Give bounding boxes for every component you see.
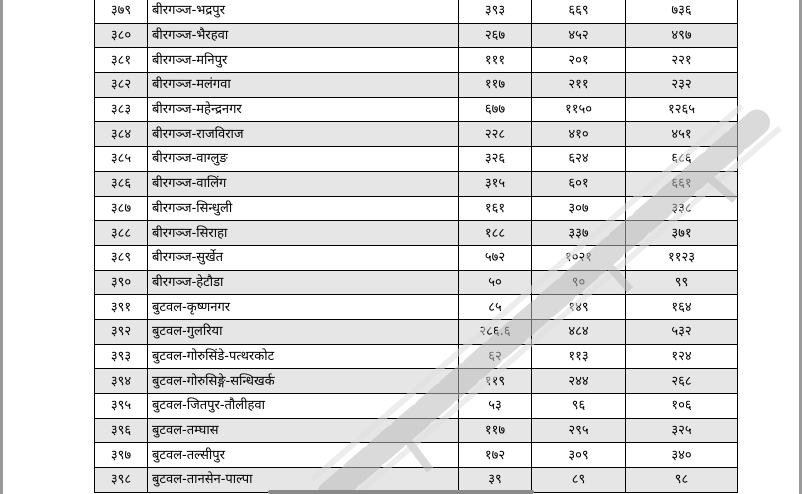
row-number-cell: ३८५ [95, 147, 148, 172]
table-row [95, 23, 738, 48]
fare-value-3-cell: ९८ [626, 468, 738, 493]
table-row [95, 171, 738, 196]
fare-value-3-cell: ३३८ [626, 196, 738, 221]
table-row [95, 48, 738, 73]
route-name-cell: बुटवल-गोरुसिंडे-पत्थरकोट [148, 344, 459, 369]
route-name-cell: बीरगञ्ज-मनिपुर [148, 48, 459, 73]
route-name-cell: बीरगञ्ज-राजविराज [148, 122, 459, 147]
row-number-cell: ३९० [95, 270, 148, 295]
fare-value-3-cell: ९९ [626, 270, 738, 295]
fare-value-2-cell: २९५ [532, 418, 626, 443]
fare-value-3-cell: १२६५ [626, 97, 738, 122]
fare-value-1-cell: ११७ [459, 418, 532, 443]
fare-value-1-cell: ३९ [459, 468, 532, 493]
table-row [95, 147, 738, 172]
table-row [95, 468, 738, 493]
table-row [95, 245, 738, 270]
fare-value-2-cell: ६६९ [532, 0, 626, 23]
route-name-cell: बीरगञ्ज-भैरहवा [148, 23, 459, 48]
table-row [95, 319, 738, 344]
fare-table [94, 0, 738, 493]
fare-value-3-cell: २६८ [626, 369, 738, 394]
fare-value-3-cell: ४९७ [626, 23, 738, 48]
route-name-cell: बीरगञ्ज-सुर्खेत [148, 245, 459, 270]
row-number-cell: ३९६ [95, 418, 148, 443]
row-number-cell: ३९८ [95, 468, 148, 493]
table-row [95, 418, 738, 443]
row-number-cell: ३८९ [95, 245, 148, 270]
fare-value-3-cell: ३२५ [626, 418, 738, 443]
row-number-cell: ३९२ [95, 319, 148, 344]
fare-value-2-cell: ३०७ [532, 196, 626, 221]
route-name-cell: बुटवल-तानसेन-पाल्पा [148, 468, 459, 493]
table-row [95, 122, 738, 147]
fare-value-2-cell: ११५० [532, 97, 626, 122]
fare-value-2-cell: ८९ [532, 468, 626, 493]
fare-value-2-cell: ४१० [532, 122, 626, 147]
fare-value-1-cell: ६२ [459, 344, 532, 369]
fare-value-3-cell: ६६१ [626, 171, 738, 196]
row-number-cell: ३८२ [95, 73, 148, 98]
fare-value-3-cell: २३२ [626, 73, 738, 98]
route-name-cell: बीरगञ्ज-वाग्लुङ [148, 147, 459, 172]
fare-value-1-cell: ३२६ [459, 147, 532, 172]
route-name-cell: बीरगञ्ज-सिराहा [148, 221, 459, 246]
fare-value-2-cell: ९० [532, 270, 626, 295]
row-number-cell: ३९५ [95, 394, 148, 419]
fare-value-1-cell: ११९ [459, 369, 532, 394]
fare-value-3-cell: ६८६ [626, 147, 738, 172]
fare-value-3-cell: ७३६ [626, 0, 738, 23]
table-row [95, 443, 738, 468]
fare-value-1-cell: ५० [459, 270, 532, 295]
fare-value-3-cell: ३७१ [626, 221, 738, 246]
fare-value-2-cell: १४९ [532, 295, 626, 320]
table-row [95, 221, 738, 246]
route-name-cell: बीरगञ्ज-महेन्द्रनगर [148, 97, 459, 122]
route-name-cell: बुटवल-तल्सीपुर [148, 443, 459, 468]
table-row [95, 0, 738, 23]
route-name-cell: बुटवल-कृष्णनगर [148, 295, 459, 320]
table-row [95, 394, 738, 419]
fare-value-2-cell: २११ [532, 73, 626, 98]
table-row [95, 369, 738, 394]
route-name-cell: बुटवल-तम्घास [148, 418, 459, 443]
fare-value-1-cell: १८८ [459, 221, 532, 246]
fare-value-1-cell: ६७७ [459, 97, 532, 122]
fare-value-2-cell: ९६ [532, 394, 626, 419]
fare-value-3-cell: १२४ [626, 344, 738, 369]
fare-value-1-cell: ८५ [459, 295, 532, 320]
table-row [95, 196, 738, 221]
fare-value-2-cell: ४८४ [532, 319, 626, 344]
fare-value-3-cell: १६४ [626, 295, 738, 320]
row-number-cell: ३९३ [95, 344, 148, 369]
fare-value-3-cell: १०६ [626, 394, 738, 419]
row-number-cell: ३८१ [95, 48, 148, 73]
fare-value-1-cell: १७२ [459, 443, 532, 468]
fare-value-1-cell: ३९३ [459, 0, 532, 23]
route-name-cell: बुटवल-गोरुसिङ्गे-सन्धिखर्क [148, 369, 459, 394]
route-name-cell: बुटवल-जितपुर-तौलीहवा [148, 394, 459, 419]
fare-value-1-cell: ११७ [459, 73, 532, 98]
row-number-cell: ३९४ [95, 369, 148, 394]
fare-value-3-cell: ११२३ [626, 245, 738, 270]
fare-value-1-cell: ५७२ [459, 245, 532, 270]
fare-value-2-cell: २४४ [532, 369, 626, 394]
table-row [95, 270, 738, 295]
table-row [95, 344, 738, 369]
route-name-cell: बीरगञ्ज-हेटौडा [148, 270, 459, 295]
fare-value-1-cell: २८६.६ [459, 319, 532, 344]
fare-value-2-cell: ११३ [532, 344, 626, 369]
row-number-cell: ३८६ [95, 171, 148, 196]
fare-table-body [95, 0, 738, 492]
fare-value-3-cell: २२१ [626, 48, 738, 73]
fare-value-2-cell: ४५२ [532, 23, 626, 48]
route-name-cell: बीरगञ्ज-वालिंग [148, 171, 459, 196]
row-number-cell: ३८३ [95, 97, 148, 122]
table-row [95, 295, 738, 320]
fare-value-2-cell: ३०९ [532, 443, 626, 468]
fare-value-1-cell: १११ [459, 48, 532, 73]
table-row [95, 97, 738, 122]
fare-value-2-cell: ६०१ [532, 171, 626, 196]
row-number-cell: ३८० [95, 23, 148, 48]
fare-value-3-cell: ३४० [626, 443, 738, 468]
table-row [95, 73, 738, 98]
row-number-cell: ३९१ [95, 295, 148, 320]
row-number-cell: ३८७ [95, 196, 148, 221]
route-name-cell: बीरगञ्ज-मलंगवा [148, 73, 459, 98]
row-number-cell: ३७९ [95, 0, 148, 23]
route-name-cell: बुटवल-गुलरिया [148, 319, 459, 344]
fare-value-2-cell: ६२४ [532, 147, 626, 172]
fare-value-2-cell: १०२१ [532, 245, 626, 270]
fare-value-1-cell: १६१ [459, 196, 532, 221]
fare-value-2-cell: ३३७ [532, 221, 626, 246]
route-name-cell: बीरगञ्ज-सिन्धुली [148, 196, 459, 221]
fare-value-2-cell: २०१ [532, 48, 626, 73]
fare-value-1-cell: २२८ [459, 122, 532, 147]
row-number-cell: ३९७ [95, 443, 148, 468]
route-name-cell: बीरगञ्ज-भद्रपुर [148, 0, 459, 23]
horizontal-scrollbar[interactable] [268, 490, 534, 494]
row-number-cell: ३८४ [95, 122, 148, 147]
row-number-cell: ३८८ [95, 221, 148, 246]
fare-value-1-cell: २६७ [459, 23, 532, 48]
fare-value-1-cell: ५३ [459, 394, 532, 419]
fare-value-3-cell: ४५१ [626, 122, 738, 147]
page-edge-left [0, 0, 3, 494]
fare-value-1-cell: ३१५ [459, 171, 532, 196]
fare-value-3-cell: ५३२ [626, 319, 738, 344]
